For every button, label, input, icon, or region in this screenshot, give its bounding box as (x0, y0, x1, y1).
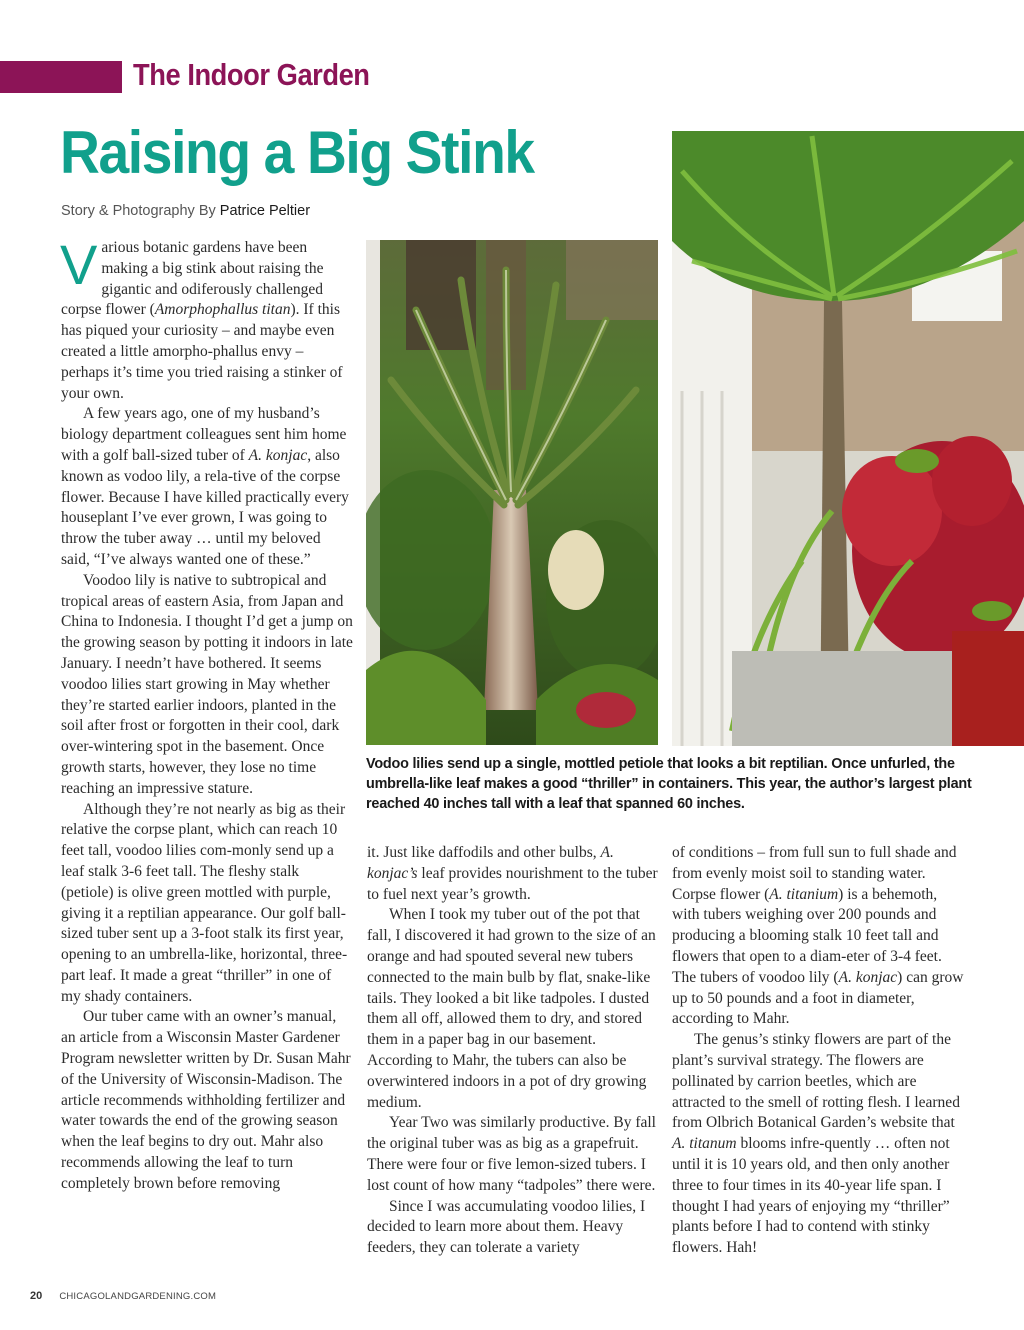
page-footer (30, 1290, 216, 1302)
species-name: A. konjac (248, 446, 308, 464)
text-run: arious botanic gardens have been making a big stink about raising the gigantic and odiferously challenged corpse flower ( (61, 239, 324, 319)
article-column-3 (672, 843, 966, 1259)
paragraph: Since I was accumulating voodoo lilies, I decided to learn more about them. Heavy feeders, they can tolerate a variety (367, 1197, 646, 1257)
species-name: Amorphophallus titan (154, 301, 291, 319)
text-run: , also known as vodoo lily, a rela-tive of the corpse flower. Because I have killed practically every houseplant I’ve ever grown, I was going to throw the tuber away … until my beloved said, “I’ve always wanted one of these.” (61, 446, 349, 568)
byline (61, 203, 310, 219)
website-url: CHICAGOLANDGARDENING.COM (59, 1291, 217, 1302)
paragraph: Year Two was similarly productive. By fall the original tuber was as big as a grapefruit. There were four or five lemon-sized tubers. I lost count of how many “tadpoles” there were. (367, 1114, 656, 1194)
photo-voodoo-lily-petiole (366, 240, 658, 745)
article-headline: Raising a Big Stink (60, 119, 534, 186)
page-number: 20 (30, 1290, 43, 1302)
text-run: ) can grow up to 50 pounds and a foot in diameter, according to Mahr. (672, 968, 964, 1028)
paragraph (61, 404, 353, 570)
paragraph: When I took my tuber out of the pot that fall, I discovered it had grown to the size of an orange and had spouted several new tubers connected to the main bulb by flat, snake-like tails. They looked a bit like tadpoles. I dusted them all off, allowed them to dry, and stored them in a paper bag in our basement. According to Mahr, the tubers can also be overwintered indoors in a pot of dry growing medium. (367, 906, 656, 1111)
section-title: The Indoor Garden (133, 57, 370, 92)
photo-illustration-left (366, 240, 658, 745)
paragraph: Although they’re not nearly as big as their relative the corpse plant, which can reach 10 feet tall, voodoo lilies com-monly send up a leaf stalk 3-6 feet tall. The fleshy stalk (petiole) is olive green mottled with purple, giving it a reptilian appearance. Our golf ball-sized tuber sent up a 3-foot stalk its first year, opening to an umbrella-like, horizontal, three-part leaf. It made a great “thriller” in one of my shady containers. (61, 800, 348, 1005)
byline-prefix: Story & Photography By (61, 203, 216, 219)
paragraph (672, 843, 966, 1030)
paragraph (672, 1030, 966, 1259)
text-run: it. Just like daffodils and other bulbs, (367, 844, 601, 861)
text-run: The genus’s stinky flowers are part of the plant’s survival strategy. The flowers are pollinated by carrion beetles, which are attracted to the smell of rotting flesh. I learned from Olbrich Botanical Garden’s website that (672, 1031, 960, 1132)
text-run: of conditions – from full sun to full shade and from evenly moist soil to standing water. Corpse flower ( (672, 844, 957, 903)
drop-cap: V (60, 233, 98, 296)
species-name: A. konjac (838, 968, 898, 986)
text-run: A few years ago, one of my husband’s biology department colleagues sent him home with a golf ball-sized tuber of (61, 405, 347, 464)
paragraph: Voodoo lily is native to subtropical and tropical areas of eastern Asia, from Japan and China to Indonesia. I thought I’d get a jump on the growing season by potting it indoors in late January. I needn’t have bothered. It seems voodoo lilies start growing in May whether they’re started earlier indoors, planted in the soil after frost or forgotten in their cool, dark over-wintering spot in the basement. Once growth starts, however, they lose no time reaching an impressive stature. (61, 571, 353, 797)
paragraph (367, 843, 659, 905)
text-run: ) is a behemoth, with tubers weighing over 200 pounds and producing a blooming stalk 10 feet tall and flowers that open to a diam-eter of 3-4 feet. The tubers of voodoo lily ( (672, 885, 942, 986)
species-name: A. titanium (769, 885, 839, 903)
article-column-2 (367, 843, 659, 1259)
photo-caption: Vodoo lilies send up a single, mottled petiole that looks a bit reptilian. Once unfurled, the umbrella-like leaf makes a good “thriller” in containers. This year, the author’s largest plant reached 40 inches tall with a leaf that spanned 60 inches. (366, 756, 972, 812)
species-name: A. konjac’s (367, 844, 614, 882)
paragraph: Our tuber came with an owner’s manual, an article from a Wisconsin Master Gardener Program newsletter written by Dr. Susan Mahr of the University of Wisconsin-Madison. The article recommends withholding fertilizer and water towards the end of the growing season when the leaf begins to dry out. Mahr also recommends allowing the leaf to turn completely brown before removing (61, 1008, 351, 1192)
paragraph (60, 233, 353, 404)
photo-voodoo-lily-container (672, 131, 1024, 746)
text-run: ). If this has piqued your curiosity – and maybe even created a little amorpho-phallus envy – perhaps it’s time you tried raising a stinker of your own. (61, 301, 343, 402)
text-run: leaf provides nourishment to the tuber to fuel next year’s growth. (367, 864, 658, 903)
byline-author: Patrice Peltier (219, 203, 311, 219)
species-name: A. titanum (672, 1135, 737, 1153)
section-color-bar (0, 61, 122, 93)
photo-illustration-right (672, 131, 1024, 746)
text-run: blooms infre-quently … often not until it is 10 years old, and then only another three to four times in its 40-year life span. I thought I had years of enjoying my “thriller” plants before I had to contend with stinky flowers. Hah! (672, 1135, 950, 1257)
article-column-1 (60, 233, 353, 1195)
